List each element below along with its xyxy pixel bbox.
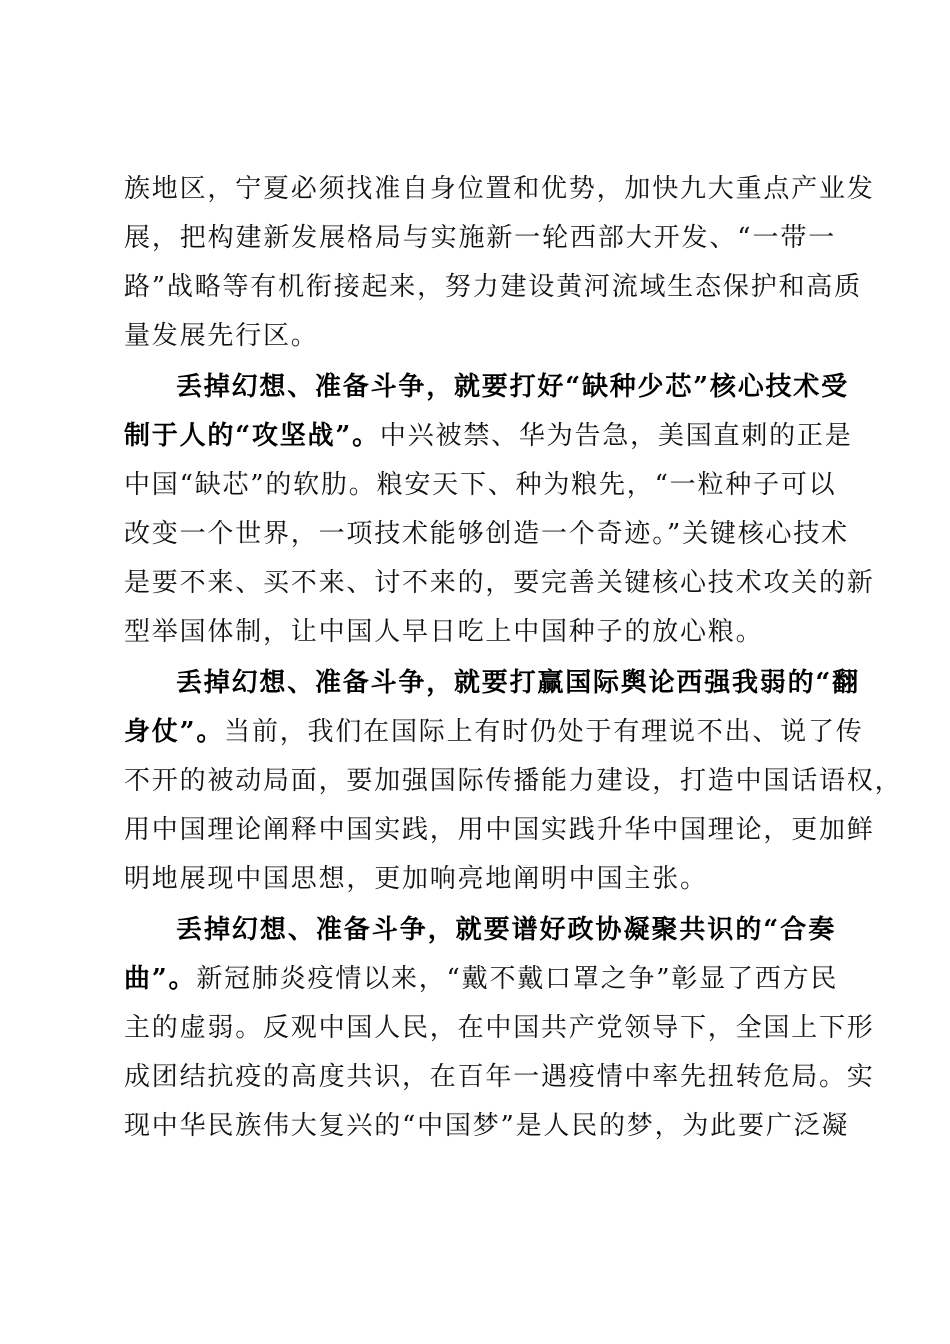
line-text: 现中华民族伟大复兴的“中国梦”是人民的梦，为此要广泛凝 xyxy=(124,1111,850,1141)
bold-heading-text: 丢掉幻想、准备斗争，就要谱好政协凝聚共识的“合奏 xyxy=(176,915,836,945)
section-heading-line xyxy=(176,910,836,950)
line-text: 新冠肺炎疫情以来，“戴不戴口罩之争”彰显了西方民 xyxy=(196,964,839,994)
line-text: 当前，我们在国际上有时仍处于有理说不出、说了传 xyxy=(224,717,864,747)
line-text: 改变一个世界，一项技术能够创造一个奇迹。”关键核心技术 xyxy=(124,519,849,549)
text-line xyxy=(124,465,836,505)
line-text: 量发展先行区。 xyxy=(124,321,319,351)
text-line xyxy=(124,416,853,456)
line-text: 主的虚弱。反观中国人民，在中国共产党领导下，全国上下形 xyxy=(124,1013,875,1043)
text-line xyxy=(124,316,836,356)
text-line xyxy=(124,712,864,752)
text-line xyxy=(124,612,836,652)
text-line xyxy=(124,169,875,209)
bold-heading-text: 制于人的“攻坚战”。 xyxy=(124,421,380,451)
bold-heading-text: 丢掉幻想、准备斗争，就要打好“缺种少芯”核心技术受 xyxy=(176,372,849,402)
section-heading-line xyxy=(176,663,860,703)
text-line xyxy=(124,218,836,258)
bold-heading-text: 身仗”。 xyxy=(124,717,225,747)
bold-heading-text: 丢掉幻想、准备斗争，就要打赢国际舆论西强我弱的“翻 xyxy=(176,668,860,698)
text-line xyxy=(124,959,839,999)
text-line xyxy=(124,859,836,899)
bold-heading-text: 曲”。 xyxy=(124,964,197,994)
line-text: 不开的被动局面，要加强国际传播能力建设，打造中国话语权， xyxy=(124,766,903,796)
text-line xyxy=(124,1106,850,1146)
line-text: 路”战略等有机衔接起来，努力建设黄河流域生态保护和高质 xyxy=(124,272,862,302)
line-text: 中国“缺芯”的软肋。粮安天下、种为粮先，“一粒种子可以 xyxy=(124,470,837,500)
text-line xyxy=(124,267,862,307)
text-line xyxy=(124,810,875,850)
line-text: 展，把构建新发展格局与实施新一轮西部大开发、“一带一 xyxy=(124,223,836,253)
text-line xyxy=(124,563,875,603)
text-line xyxy=(124,514,849,554)
line-text: 是要不来、买不来、讨不来的，要完善关键核心技术攻关的新 xyxy=(124,568,875,598)
section-heading-line xyxy=(176,367,849,407)
line-text: 中兴被禁、华为告急，美国直刺的正是 xyxy=(379,421,853,451)
line-text: 明地展现中国思想，更加响亮地阐明中国主张。 xyxy=(124,864,708,894)
line-text: 成团结抗疫的高度共识，在百年一遇疫情中率先扭转危局。实 xyxy=(124,1062,875,1092)
text-line xyxy=(124,761,903,801)
line-text: 族地区，宁夏必须找准自身位置和优势，加快九大重点产业发 xyxy=(124,174,875,204)
text-line xyxy=(124,1057,875,1097)
line-text: 型举国体制，让中国人早日吃上中国种子的放心粮。 xyxy=(124,617,764,647)
line-text: 用中国理论阐释中国实践，用中国实践升华中国理论，更加鲜 xyxy=(124,815,875,845)
text-line xyxy=(124,1008,875,1048)
